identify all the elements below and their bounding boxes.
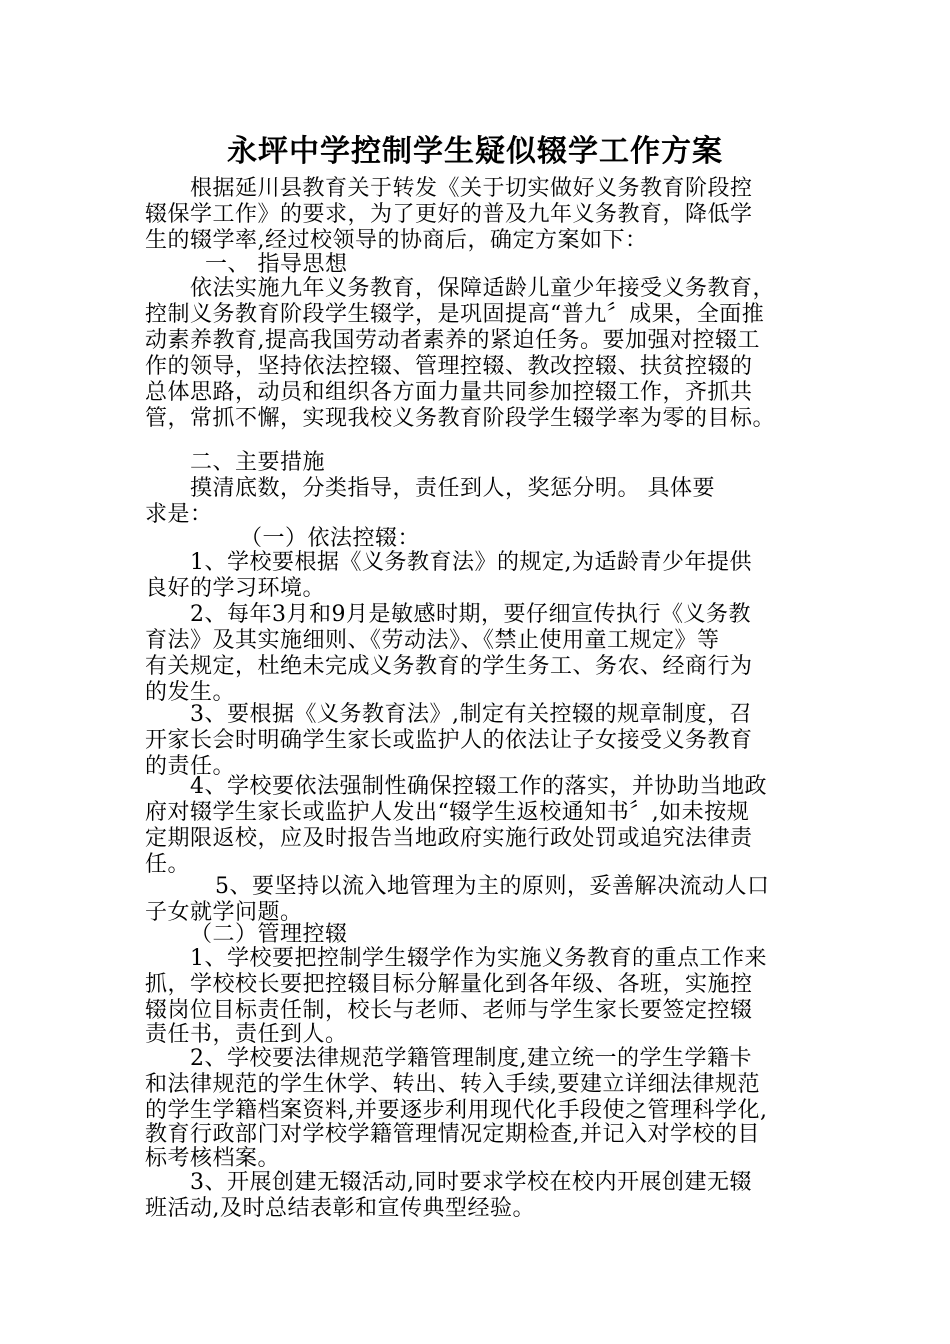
paragraph-line: 摸清底数，分类指导，责任到人，奖惩分明。 具体要	[190, 476, 715, 501]
paragraph-line: 定期限返校，应及时报告当地政府实施行政处罚或追究法律责	[145, 826, 753, 851]
paragraph-line: 和法律规范的学生休学、转出、转入手续,要建立详细法律规范	[145, 1072, 760, 1097]
paragraph-line: 抓，学校校长要把控辍目标分解量化到各年级、各班，实施控	[145, 972, 753, 997]
paragraph-line: 求是：	[145, 502, 213, 527]
paragraph-line: 动素养教育,提高我国劳动者素养的紧迫任务。要加强对控辍工	[145, 328, 760, 353]
paragraph-line: 有关规定，杜绝未完成义务教育的学生务工、务农、经商行为	[145, 654, 753, 679]
paragraph-line: 责任书，责任到人。	[145, 1022, 348, 1047]
paragraph-line: 3、开展创建无辍活动,同时要求学校在校内开展创建无辍	[190, 1170, 752, 1195]
section-heading: 一、 指导思想	[205, 252, 348, 277]
paragraph-line: 总体思路，动员和组织各方面力量共同参加控辍工作，齐抓共	[145, 380, 753, 405]
paragraph-line: 3、要根据《义务教育法》,制定有关控辍的规章制度，召	[190, 702, 752, 727]
paragraph-line: 的责任。	[145, 754, 236, 779]
paragraph-line: 府对辍学生家长或监护人发出“辍学生返校通知书〞,如未按规	[145, 800, 750, 825]
paragraph-line: 辍岗位目标责任制，校长与老师、老师与学生家长要签定控辍	[145, 998, 753, 1023]
paragraph-line: 控制义务教育阶段学生辍学，是巩固提高“普九〞成果，全面推	[145, 302, 765, 327]
paragraph-line: 任。	[145, 852, 191, 877]
paragraph-line: 1、学校要把控制学生辍学作为实施义务教育的重点工作来	[190, 946, 767, 971]
paragraph-line: 开家长会时明确学生家长或监护人的依法让子女接受义务教育	[145, 728, 753, 753]
paragraph-line: 子女就学问题。	[145, 900, 303, 925]
paragraph-line: 辍保学工作》的要求，为了更好的普及九年义务教育，降低学	[145, 202, 753, 227]
paragraph-line: 2、每年3月和9月是敏感时期，要仔细宣传执行《义务教	[190, 602, 751, 627]
paragraph-line: 管，常抓不懈，实现我校义务教育阶段学生辍学率为零的目标。	[145, 406, 776, 431]
paragraph-line: 4、学校要依法强制性确保控辍工作的落实，并协助当地政	[190, 774, 767, 799]
subsection-heading: （二）管理控辍	[190, 922, 348, 947]
paragraph-line: 根据延川县教育关于转发《关于切实做好义务教育阶段控	[190, 176, 753, 201]
document-title: 永坪中学控制学生疑似辍学工作方案	[227, 134, 723, 169]
paragraph-line: 5、要坚持以流入地管理为主的原则，妥善解决流动人口	[215, 874, 770, 899]
paragraph-line: 育法》及其实施细则、《劳动法》、《禁止使用童工规定》等	[145, 628, 720, 653]
paragraph-line: 的学生学籍档案资料,并要逐步利用现代化手段使之管理科学化,	[145, 1098, 768, 1123]
paragraph-line: 作的领导，坚持依法控辍、管理控辍、教改控辍、扶贫控辍的	[145, 354, 753, 379]
paragraph-line: 2、学校要法律规范学籍管理制度,建立统一的学生学籍卡	[190, 1046, 752, 1071]
subsection-heading: （一）依法控辍：	[240, 526, 421, 551]
paragraph-line: 标考核档案。	[145, 1146, 281, 1171]
paragraph-line: 依法实施九年义务教育，保障适龄儿童少年接受义务教育，	[190, 276, 776, 301]
paragraph-line: 教育行政部门对学校学籍管理情况定期检查,并记入对学校的目	[145, 1122, 760, 1147]
paragraph-line: 班活动,及时总结表彰和宣传典型经验。	[145, 1196, 535, 1221]
paragraph-line: 良好的学习环境。	[145, 576, 326, 601]
section-heading: 二、主要措施	[190, 450, 326, 475]
paragraph-line: 生的辍学率,经过校领导的协商后，确定方案如下：	[145, 228, 648, 253]
paragraph-line: 1、学校要根据《义务教育法》的规定,为适龄青少年提供	[190, 550, 752, 575]
paragraph-line: 的发生。	[145, 680, 236, 705]
